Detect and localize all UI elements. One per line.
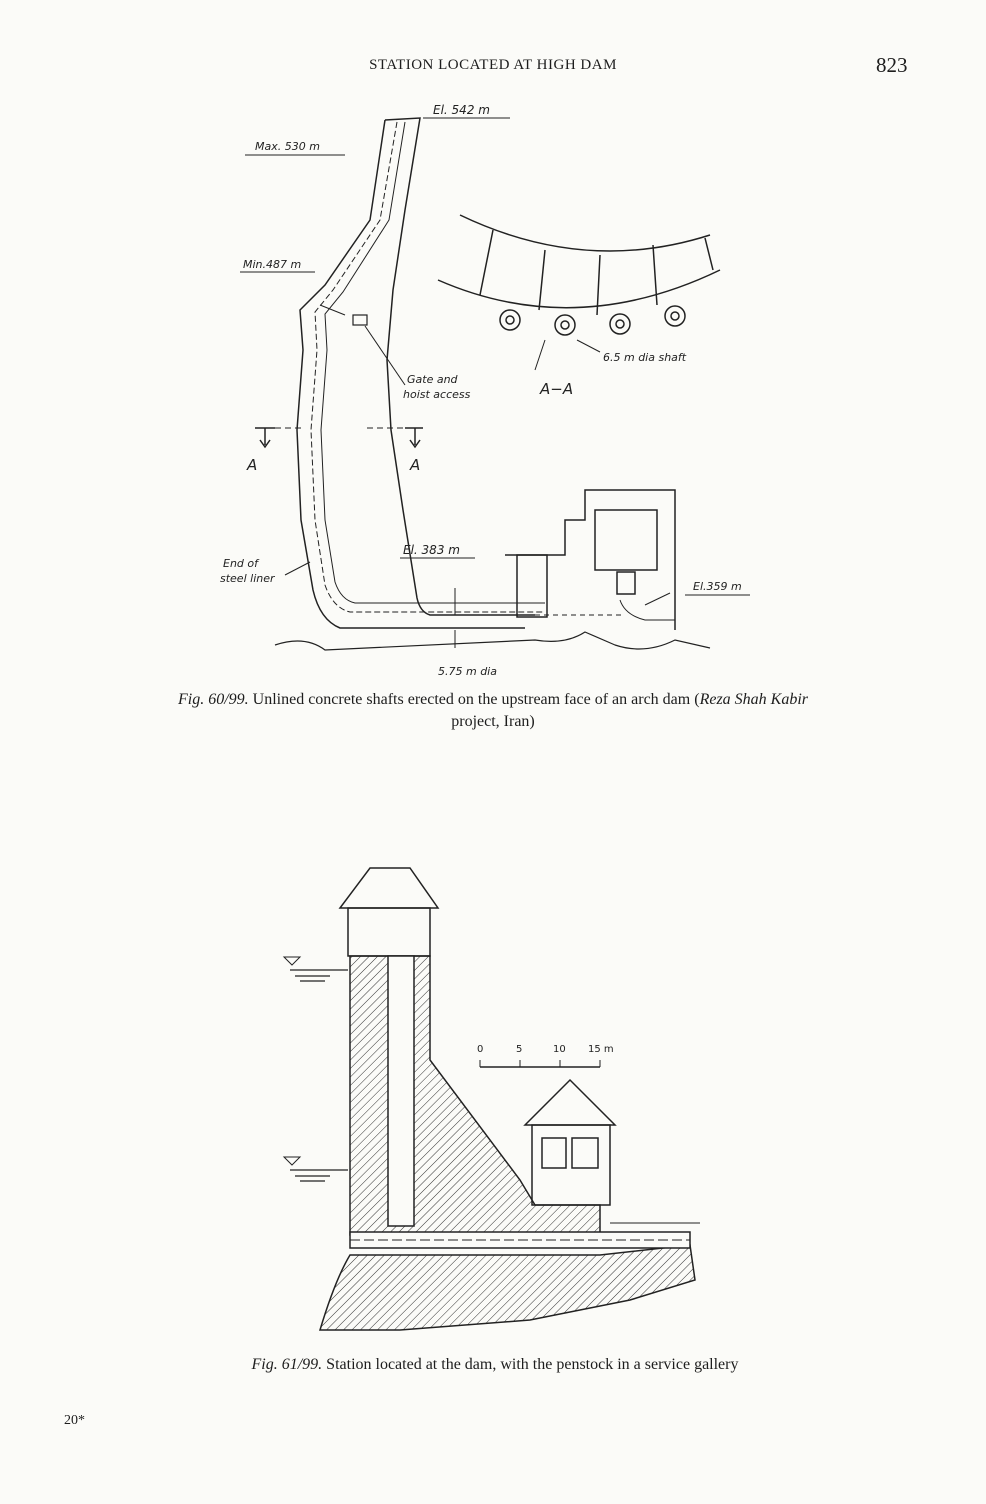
figure-60-caption	[64, 689, 922, 733]
signature-mark: 20*	[64, 1413, 85, 1428]
figure-60-arch-dam-section	[205, 100, 765, 680]
figure-61-number: Fig. 61/99.	[251, 1356, 323, 1373]
figure-61-caption-text: Station located at the dam, with the penstock in a service gallery	[322, 1356, 739, 1373]
figure-60-caption-text: Unlined concrete shafts erected on the upstream face of an arch dam (	[248, 691, 700, 708]
figure-60-project: Reza Shah Kabir	[699, 691, 809, 708]
label-hoist: hoist access	[403, 388, 471, 401]
scale-5: 5	[516, 1044, 523, 1055]
label-min-487: Min.487 m	[243, 258, 302, 271]
figure-61-dam-station-section	[270, 860, 710, 1350]
label-max-530: Max. 530 m	[255, 140, 320, 153]
label-el-383: El. 383 m	[403, 543, 460, 557]
label-a-left: A	[247, 456, 258, 474]
scale-0: 0	[477, 1044, 484, 1055]
label-steel-liner: steel liner	[220, 572, 275, 585]
running-header: STATION LOCATED AT HIGH DAM	[369, 57, 617, 73]
station-section-drawing	[284, 868, 700, 1330]
label-a-right: A	[410, 456, 421, 474]
label-end-of: End of	[223, 557, 259, 570]
scale-15: 15 m	[588, 1044, 614, 1055]
label-gate: Gate and	[407, 373, 458, 386]
label-el-542: El. 542 m	[433, 103, 490, 117]
figure-60-caption-text-2: project, Iran)	[451, 713, 535, 730]
label-section-aa: A−A	[540, 380, 574, 398]
label-shaft-dia: 6.5 m dia shaft	[603, 351, 687, 364]
label-el-359: El.359 m	[693, 580, 742, 593]
scale-bar-labels	[477, 1044, 614, 1055]
dam-section-drawing	[240, 118, 750, 650]
page-number: 823	[876, 53, 908, 77]
figure-60-number: Fig. 60/99.	[177, 691, 249, 708]
figure-61-caption	[80, 1354, 910, 1376]
scale-10: 10	[553, 1044, 566, 1055]
label-dia-575: 5.75 m dia	[438, 665, 497, 678]
